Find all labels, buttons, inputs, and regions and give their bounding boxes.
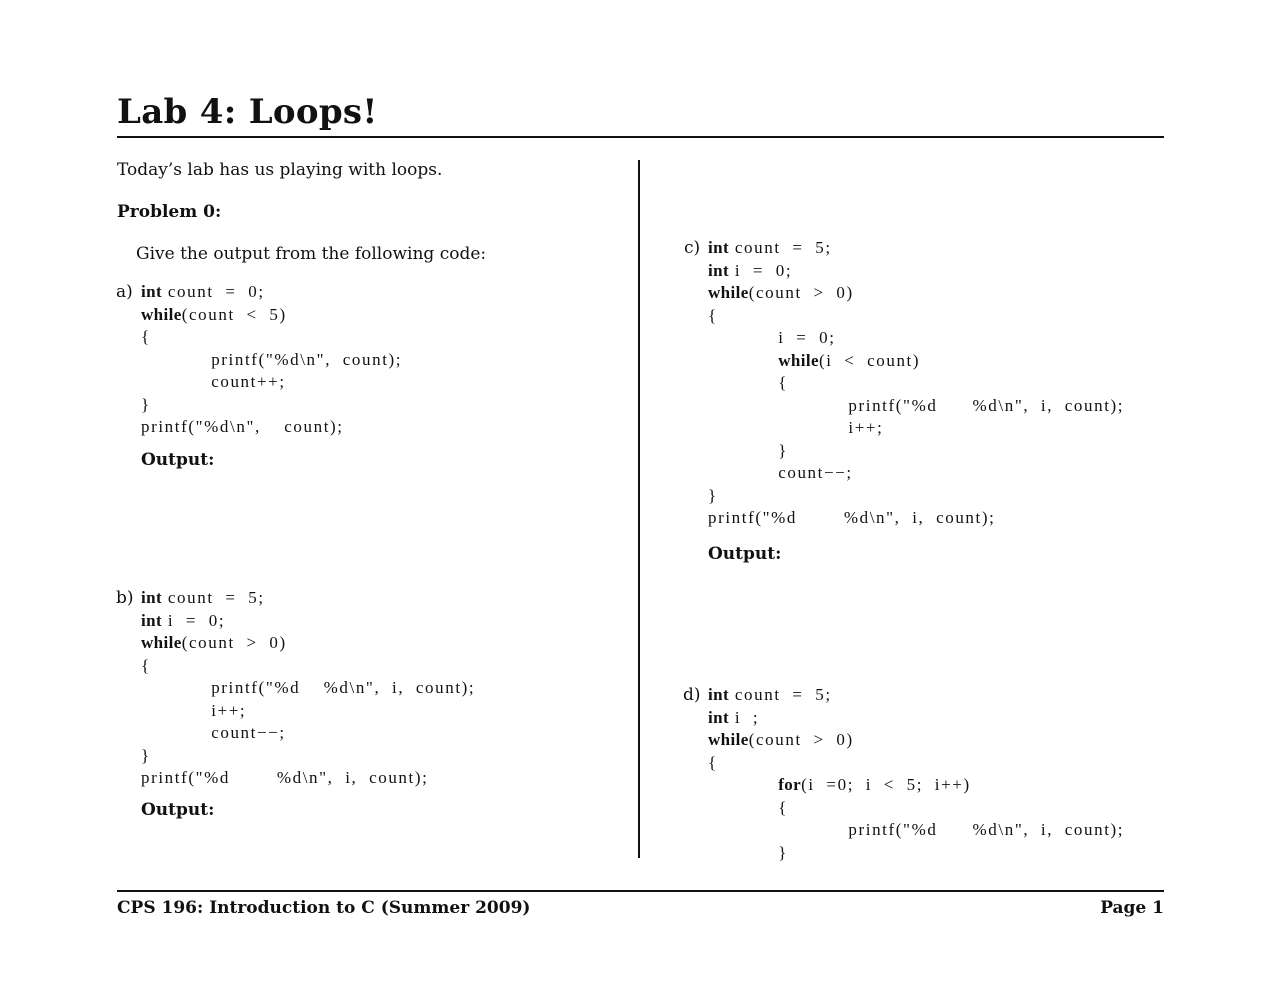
intro-text: Today’s lab has us playing with loops.	[117, 160, 443, 180]
code-line	[141, 677, 475, 700]
code-text: {	[708, 752, 718, 772]
code-line	[708, 819, 1124, 842]
code-text: i++;	[708, 418, 884, 437]
code-line	[708, 417, 1124, 440]
footer-course: CPS 196: Introduction to C (Summer 2009)	[117, 898, 531, 918]
code-keyword: int	[708, 707, 730, 727]
code-text: printf("%d\n", count);	[141, 417, 344, 436]
code-line	[141, 281, 402, 304]
code-line	[708, 350, 1124, 373]
code-text: printf("%d %d\n", i, count);	[708, 508, 996, 527]
code-line	[141, 722, 475, 745]
code-line	[141, 632, 475, 655]
code-line	[141, 416, 402, 439]
code-text: printf("%d %d\n", i, count);	[708, 395, 1125, 415]
code-text: }	[708, 440, 788, 460]
code-line	[708, 372, 1124, 395]
part-a-code	[141, 281, 402, 439]
code-line	[708, 282, 1124, 305]
code-text: count++;	[141, 372, 286, 391]
code-text: (i =0; i < 5; i++)	[801, 775, 971, 794]
code-line	[141, 587, 475, 610]
code-line	[141, 394, 402, 417]
code-keyword: int	[708, 685, 730, 704]
code-keyword: while	[778, 350, 819, 370]
code-text: {	[708, 373, 788, 392]
code-text: count−−;	[708, 463, 853, 482]
code-text: i = 0;	[708, 328, 836, 347]
code-keyword: int	[141, 610, 163, 630]
code-line	[708, 485, 1124, 508]
code-keyword: int	[141, 588, 163, 607]
code-text: count = 5;	[729, 685, 832, 704]
code-text: (count > 0)	[181, 633, 287, 652]
code-text: i = 0;	[729, 260, 793, 280]
code-text: {	[708, 305, 718, 325]
code-line	[141, 767, 475, 790]
part-d-code	[708, 684, 1124, 864]
code-line	[141, 326, 402, 349]
code-text: count−−;	[141, 723, 286, 742]
problem-heading: Problem 0:	[117, 202, 222, 222]
code-line	[141, 304, 402, 327]
part-c-output-label: Output:	[708, 544, 782, 564]
part-c-label: c)	[684, 238, 701, 258]
code-text: }	[708, 485, 718, 505]
part-b-label: b)	[116, 588, 134, 608]
code-line	[708, 729, 1124, 752]
code-text: {	[708, 797, 788, 817]
code-keyword: int	[708, 260, 730, 280]
code-line	[708, 842, 1124, 865]
code-line	[708, 797, 1124, 820]
code-line	[141, 745, 475, 768]
code-keyword: while	[141, 304, 182, 324]
code-text: (i < count)	[818, 350, 921, 370]
code-line	[708, 395, 1124, 418]
code-text: (count > 0)	[748, 283, 854, 302]
column-divider	[638, 160, 640, 858]
code-keyword: while	[708, 730, 749, 749]
footer-page-number: Page 1	[1100, 898, 1164, 918]
code-text: {	[141, 655, 151, 675]
code-text: printf("%d %d\n", i, count);	[708, 820, 1125, 839]
code-line	[708, 237, 1124, 260]
code-line	[708, 684, 1124, 707]
part-b-code	[141, 587, 475, 790]
part-d-label: d)	[683, 685, 701, 705]
code-line	[708, 440, 1124, 463]
code-keyword: while	[141, 633, 182, 652]
code-text: count = 5;	[729, 238, 832, 257]
code-text: i ;	[729, 707, 760, 727]
code-text: count = 5;	[162, 588, 265, 607]
code-line	[141, 349, 402, 372]
part-a-output-label: Output:	[141, 450, 215, 470]
code-text: (count < 5)	[181, 304, 287, 324]
problem-instruction: Give the output from the following code:	[136, 244, 487, 264]
code-keyword: int	[708, 238, 730, 257]
code-text: count = 0;	[162, 282, 265, 301]
code-keyword: int	[141, 282, 163, 301]
header-rule	[117, 136, 1164, 138]
code-text: printf("%d %d\n", i, count);	[141, 768, 429, 787]
part-a-label: a)	[116, 282, 133, 302]
code-line	[141, 610, 475, 633]
code-text: (count > 0)	[748, 730, 854, 749]
code-text: }	[141, 745, 151, 765]
code-text: i = 0;	[162, 610, 226, 630]
code-line	[708, 462, 1124, 485]
part-c-code	[708, 237, 1124, 530]
code-line	[141, 655, 475, 678]
code-text: i++;	[141, 700, 247, 720]
code-text: printf("%d %d\n", i, count);	[141, 678, 476, 697]
code-line	[708, 327, 1124, 350]
code-text: {	[141, 327, 151, 346]
code-text	[708, 351, 778, 370]
code-line	[141, 700, 475, 723]
code-line	[141, 371, 402, 394]
code-text	[708, 775, 778, 794]
code-line	[708, 774, 1124, 797]
code-line	[708, 305, 1124, 328]
part-b-output-label: Output:	[141, 800, 215, 820]
page-title: Lab 4: Loops!	[117, 92, 378, 132]
code-text: printf("%d\n", count);	[141, 349, 403, 369]
code-line	[708, 752, 1124, 775]
footer-rule	[117, 890, 1164, 892]
code-line	[708, 707, 1124, 730]
code-keyword: while	[708, 283, 749, 302]
code-line	[708, 260, 1124, 283]
code-text: }	[708, 842, 788, 862]
code-line	[708, 507, 1124, 530]
code-text: }	[141, 394, 151, 414]
code-keyword: for	[778, 775, 802, 794]
